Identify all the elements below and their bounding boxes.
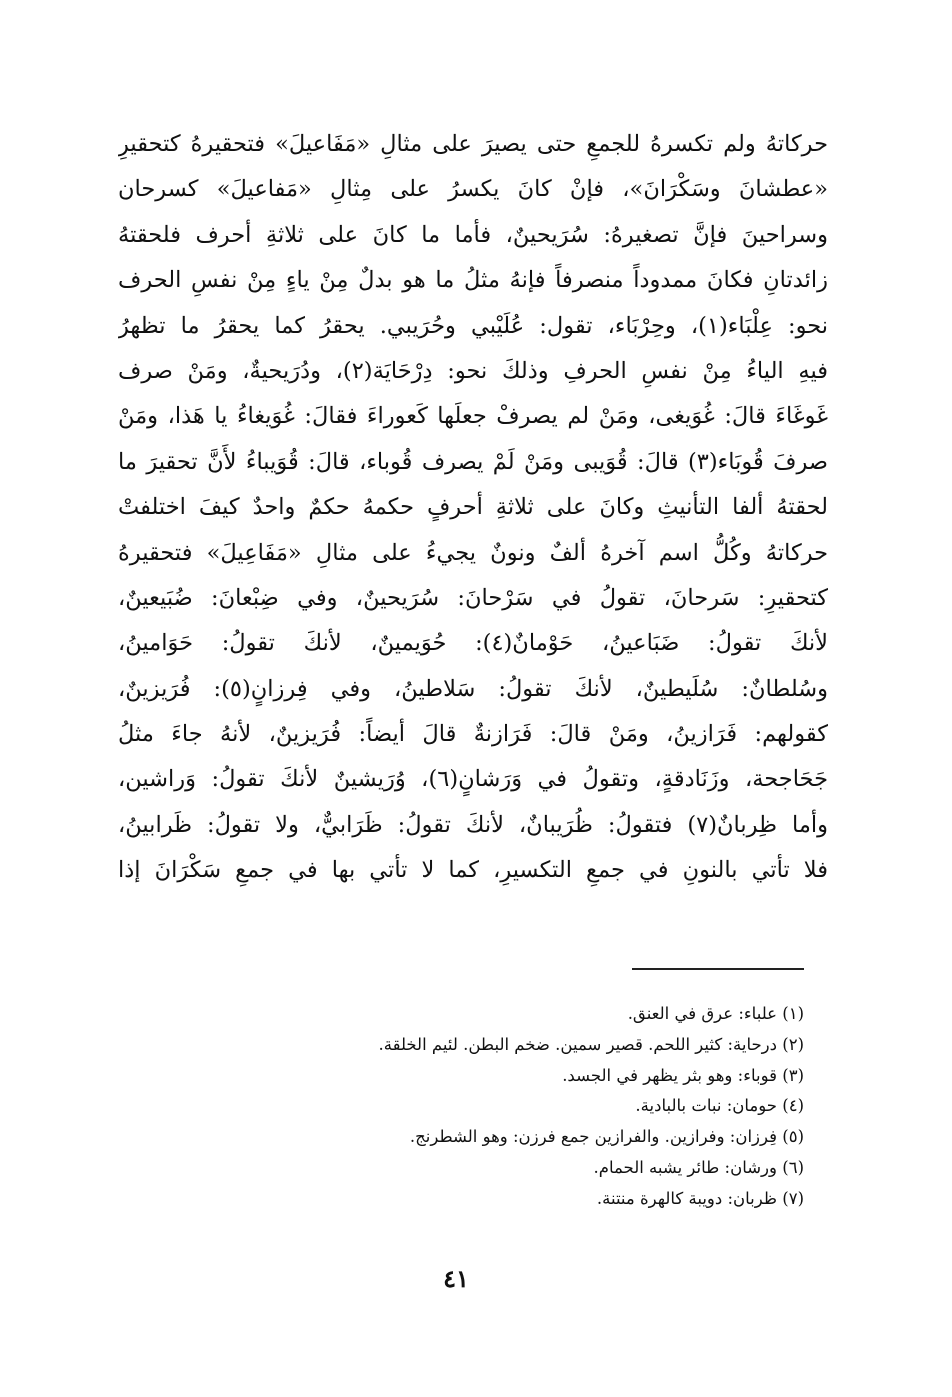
text-line: وسراحينَ فإنَّ تصغيرهُ: سُرَيحينٌ، فأما ما كانَ على ثلاثةِ أحرف فلحقتهُ (118, 221, 828, 248)
text-line: غَوغَاءَ قالَ: غُوَيغى، ومَنْ لم يصرفْ جعلَها كَعوراءَ فقالَ: غُوَيغاءُ يا هَذا، ومَنْ (118, 403, 828, 430)
text-line: حركاتهُ ولم تكسرهُ للجمعِ حتى يصيرَ على مثالِ «مَفَاعيلَ» فتحقيرهُ كتحقيرِ (118, 131, 828, 157)
footnote: (٤) حومان: نبات بالبادية. (635, 1096, 804, 1116)
text-line: فلا تأتي بالنونِ في جمعِ التكسيرِ، كما لا تأتي بها في جمعِ سَكْرَانَ إذا (118, 857, 828, 884)
footnote-divider (632, 968, 804, 970)
footnote: (٧) ظربان: دويبة كالهرة منتنة. (596, 1188, 804, 1208)
text-line: كقولهم: فَرَازينُ، ومَنْ قالَ: فَرَازنةٌ قالَ أيضاً: فُرَيزينٌ، لأنهُ جاءَ مثلُ (118, 721, 828, 748)
text-line: وأما ظِربانٌ(٧) فتقولُ: ظُرَيبانٌ، لأنكَ تقولُ: ظَرَابيٌّ، ولا تقولُ: ظَرابينُ، (118, 811, 828, 838)
page-number: ٤١ (443, 1264, 469, 1293)
text-line: نحو: عِلْبَاء(١)، وحِرْبَاء، تقول: عُلَيْبي وحُرَيبي. يحقرُ كما يحقرُ ما تظهرُ (118, 312, 828, 339)
text-line: جَحَاجحة، وزَنَادقةٍ، وتقولُ في وَرَشانٍ(٦)، وُرَيشينٌ لأنكَ تقولُ: وَراشين، (118, 766, 828, 793)
text-line: كتحقيرِ: سَرحانَ، تقولُ في سَرْحانَ: سُرَيحينٌ، وفي ضِبْعانَ: ضُبَيعينٌ، (118, 584, 828, 611)
text-line: فيهِ الياءُ مِنْ نفسِ الحرفِ وذلكَ نحو: دِرْحَايَة(٢)، ودُرَيحيةٌ، ومَنْ صرف (118, 357, 828, 384)
text-line: وسُلطانٌ: سُلَيطينٌ، لأنكَ تقولُ: سَلاطينُ، وفي فِرزانٍ(٥): فُرَيزينٌ، (118, 675, 828, 702)
footnote: (٣) قوباء: وهو بثر يظهر في الجسد. (562, 1065, 804, 1085)
footnotes (164, 999, 804, 1215)
footnote: (٢) درحاية: كثير اللحم. قصير سمين. ضخم البطن. لئيم الخلقة. (378, 1034, 804, 1054)
text-line: صرفَ قُوبَاء(٣) قالَ: قُوَيبى ومَنْ لَمْ يصرف قُوباء، قالَ: قُوَيباءُ لأَنَّ تحقيرَ ما (118, 448, 828, 475)
main-text (118, 122, 828, 894)
text-line: «عطشانَ وسَكْرَانَ»، فإنْ كانَ يكسرُ على مِثالِ «مَفاعيلَ» كسرحان (118, 176, 828, 203)
text-line: لحقتهُ ألفا التأنيثِ وكانَ على ثلاثةِ أحرفٍ حكمهُ حكمٌ واحدٌ كيفَ اختلفتْ (118, 494, 828, 521)
footnote: (٦) ورشان: طائر يشبه الحمام. (593, 1157, 804, 1177)
text-line: لأنكَ تقولُ: ضَبَاعينُ، حَوْمانٌ(٤): حُوَيمينٌ، لأنكَ تقولُ: حَوَامينُ، (118, 630, 828, 657)
text-line: حركاتهُ وكُلُّ اسم آخرهُ ألفٌ ونونٌ يجيءُ على مثالِ «مَفَاعِيلَ» فتحقيرهُ (118, 539, 828, 566)
footnote: (١) علباء: عرق في العنق. (627, 1004, 804, 1023)
footnote: (٥) فِرزان: وفرازين. والفرازين جمع فرزن: وهو الشطرنج. (409, 1127, 804, 1147)
text-line: زائدتانِ فكانَ ممدوداً منصرفاً فإنهُ مثلُ ما هو بدلٌ مِنْ ياءٍ مِنْ نفسِ الحرف (118, 267, 828, 294)
